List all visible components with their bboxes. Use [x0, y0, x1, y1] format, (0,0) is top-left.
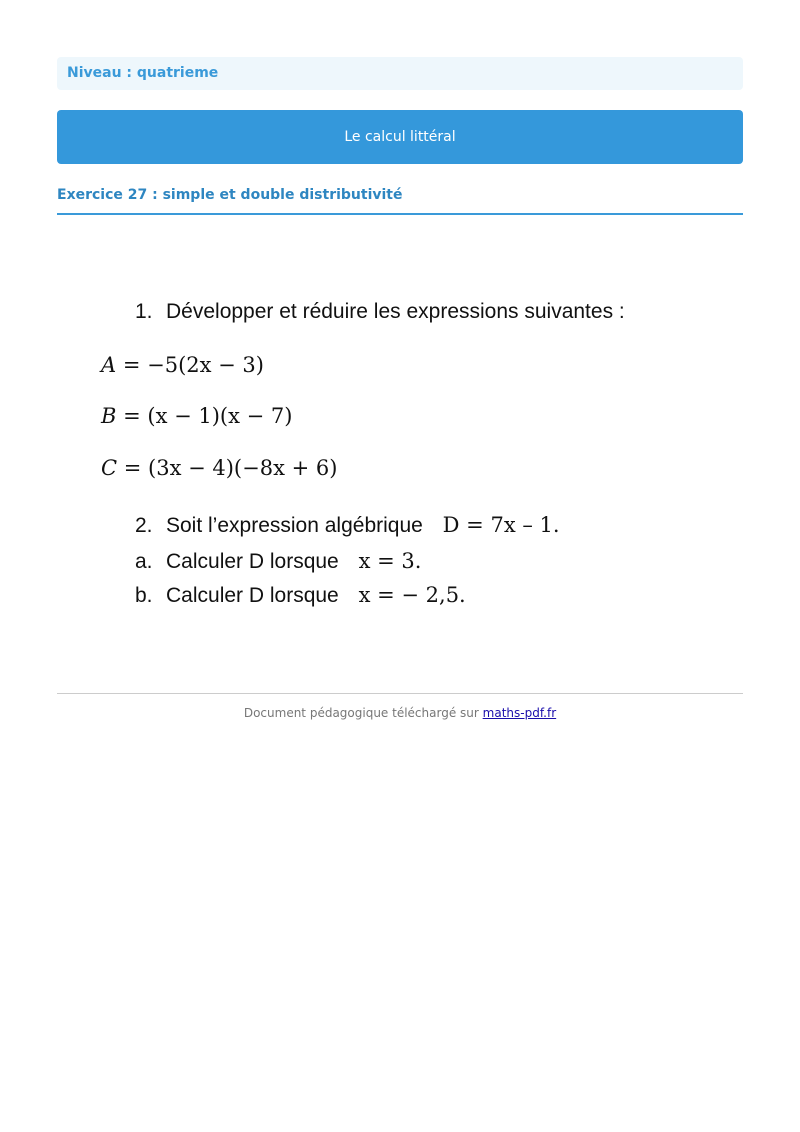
expression-rhs: = −5(2x − 3) — [122, 353, 264, 377]
question-2a — [135, 549, 421, 574]
question-number: b. — [135, 584, 153, 607]
question-math: D = 7x – 1. — [442, 513, 560, 537]
question-text: Soit l’expression algébrique — [166, 514, 423, 537]
expression-rhs: = (3x − 4)(−8x + 6) — [123, 456, 338, 480]
expression-name: A — [101, 353, 117, 377]
question-math: x = 3. — [358, 549, 422, 573]
question-2 — [135, 513, 560, 538]
expression-b — [101, 404, 292, 428]
footer — [57, 706, 743, 720]
level-label: Niveau : quatrieme — [67, 65, 219, 81]
expression-a — [101, 353, 264, 377]
question-1 — [135, 300, 625, 324]
expression-name: C — [101, 456, 118, 480]
question-text: Calculer D lorsque — [166, 550, 339, 573]
expression-c — [101, 456, 337, 480]
question-number: 2. — [135, 514, 153, 537]
expression-name: B — [101, 404, 117, 428]
level-box — [57, 57, 743, 90]
footer-divider — [57, 693, 743, 694]
question-math: x = − 2,5. — [358, 583, 466, 607]
chapter-banner — [57, 110, 743, 164]
footer-text: Document pédagogique téléchargé sur — [243, 706, 479, 720]
question-text: Calculer D lorsque — [166, 584, 339, 607]
question-text: Développer et réduire les expressions suivantes : — [166, 300, 625, 323]
exercise-title: Exercice 27 : simple et double distributivité — [57, 184, 743, 215]
footer-link[interactable]: maths-pdf.fr — [482, 706, 557, 720]
question-number: 1. — [135, 300, 153, 323]
question-number: a. — [135, 550, 153, 573]
chapter-title: Le calcul littéral — [344, 129, 456, 145]
question-2b — [135, 583, 466, 608]
expression-rhs: = (x − 1)(x − 7) — [123, 404, 293, 428]
